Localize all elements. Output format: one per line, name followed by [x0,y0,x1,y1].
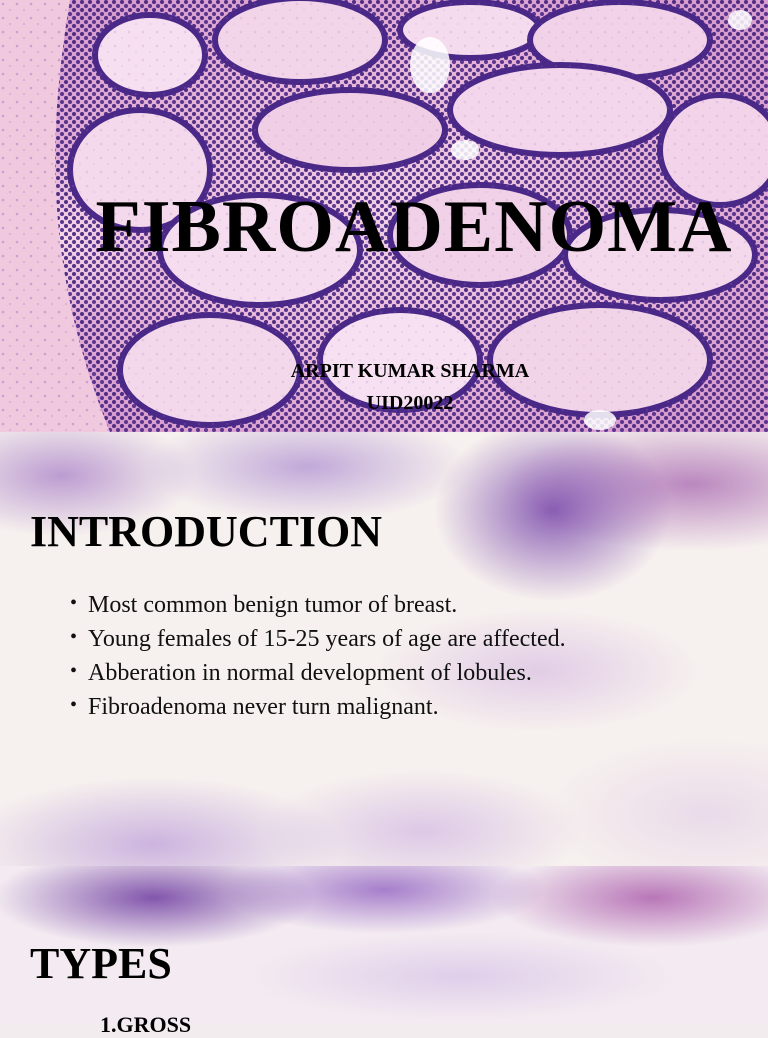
bullet-dot-icon: • [70,592,78,614]
introduction-heading: INTRODUCTION [30,507,383,556]
types-item-gross: 1.GROSS [100,1012,192,1037]
bullet-text: Fibroadenoma never turn malignant. [88,694,439,720]
bullet-dot-icon: • [70,694,78,716]
author-name: ARPIT KUMAR SHARMA [290,360,530,382]
bullet-item [70,588,570,622]
bullet-item [70,690,570,724]
title-slide [0,0,768,432]
bullet-item [70,656,570,690]
author-uid: UID20022 [366,392,454,414]
bullet-text: Young females of 15-25 years of age are affected. [88,626,566,652]
introduction-bullet-list [70,588,570,724]
presentation-title: FIBROADENOMA [95,186,733,268]
bullet-text: Most common benign tumor of breast. [88,592,458,618]
types-heading: TYPES [30,939,172,988]
bullet-dot-icon: • [70,660,78,682]
types-slide [0,866,768,1037]
bullet-text: Abberation in normal development of lobules. [88,660,532,686]
bullet-item [70,622,570,656]
introduction-slide [0,432,768,866]
bullet-dot-icon: • [70,626,78,648]
